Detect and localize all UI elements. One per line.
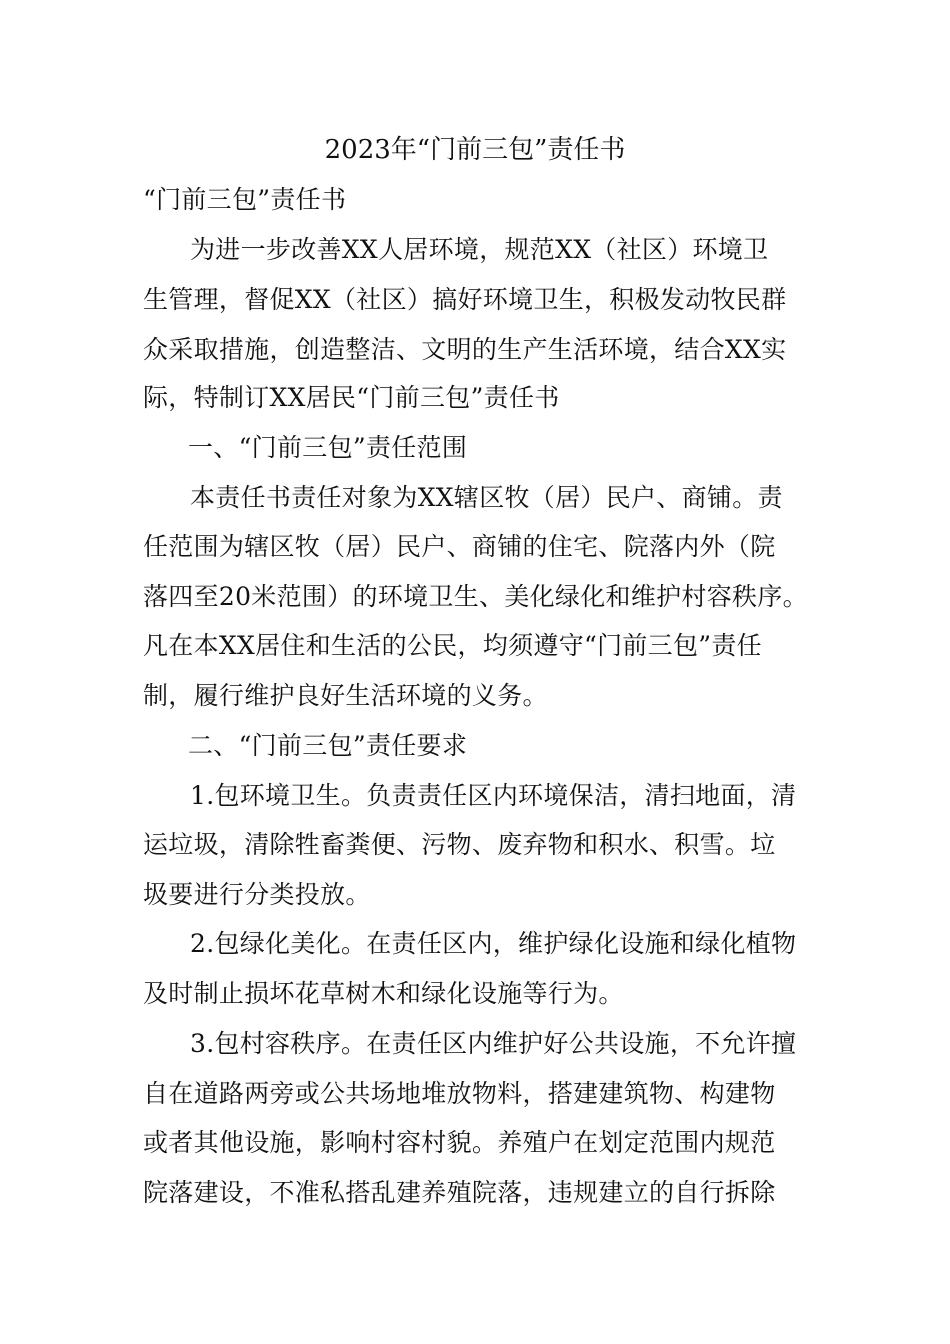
paragraph-line: 及时制止损坏花草树木和绿化设施等行为。	[143, 979, 624, 1008]
document-title: 2023年“门前三包”责任书	[324, 135, 626, 165]
paragraph-line: 凡在本XX居住和生活的公民，均须遵守“门前三包”责任	[143, 631, 762, 660]
paragraph-line: 1.包环境卫生。负责责任区内环境保洁，清扫地面，清	[190, 781, 797, 810]
paragraph-line: 制，履行维护良好生活环境的义务。	[143, 681, 548, 710]
paragraph-line: 自在道路两旁或公共场地堆放物料，搭建建筑物、构建物	[143, 1079, 776, 1108]
paragraph-line: 本责任书责任对象为XX辖区牧（居）民户、商铺。责	[190, 483, 783, 512]
paragraph-line: 圾要进行分类投放。	[143, 880, 371, 909]
section-heading: 一、“门前三包”责任范围	[188, 433, 468, 462]
paragraph-line: 2.包绿化美化。在责任区内，维护绿化设施和绿化植物	[190, 929, 797, 958]
paragraph-line: 众采取措施，创造整洁、文明的生产生活环境，结合XX实	[143, 335, 787, 364]
section-heading: 二、“门前三包”责任要求	[188, 731, 468, 760]
paragraph-line: 为进一步改善XX人居环境，规范XX（社区）环境卫	[190, 235, 769, 264]
paragraph-line: 落四至20米范围）的环境卫生、美化绿化和维护村容秩序。	[143, 582, 808, 611]
document-subtitle: “门前三包”责任书	[143, 185, 347, 214]
paragraph-line: 运垃圾，清除牲畜粪便、污物、废弃物和积水、积雪。垃	[143, 830, 776, 859]
paragraph-line: 院落建设，不准私搭乱建养殖院落，违规建立的自行拆除	[143, 1178, 776, 1207]
paragraph-line: 3.包村容秩序。在责任区内维护好公共设施，不允许擅	[190, 1029, 797, 1058]
paragraph-line: 任范围为辖区牧（居）民户、商铺的住宅、院落内外（院	[143, 532, 776, 561]
paragraph-line: 或者其他设施，影响村容村貌。养殖户在划定范围内规范	[143, 1128, 776, 1157]
paragraph-line: 际，特制订XX居民“门前三包”责任书	[143, 383, 560, 412]
paragraph-line: 生管理，督促XX（社区）搞好环境卫生，积极发动牧民群	[143, 285, 787, 314]
